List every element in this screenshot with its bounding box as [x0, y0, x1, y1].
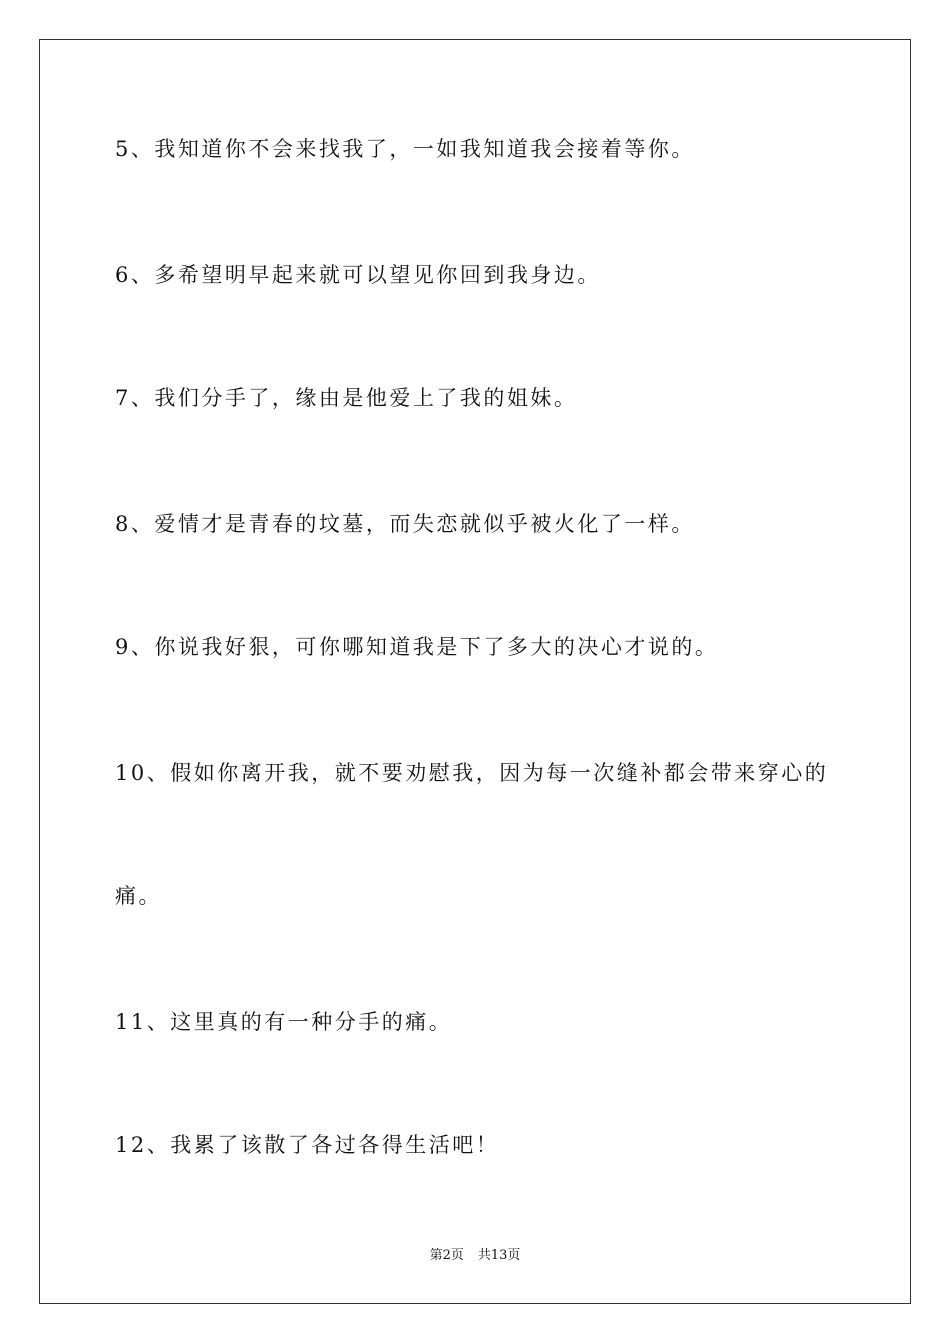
text-line: 7、我们分手了，缘由是他爱上了我的姐妹。	[115, 386, 578, 410]
page-footer	[0, 1249, 950, 1262]
text-line: 6、多希望明早起来就可以望见你回到我身边。	[115, 263, 601, 287]
total-pages: 共13页	[477, 1248, 521, 1263]
text-line: 11、这里真的有一种分手的痛。	[115, 1010, 453, 1034]
text-line: 10、假如你离开我，就不要劝慰我，因为每一次缝补都会带来穿心的	[115, 761, 829, 785]
page-border	[39, 39, 911, 1304]
text-line: 痛。	[115, 884, 162, 908]
text-line: 9、你说我好狠，可你哪知道我是下了多大的决心才说的。	[115, 635, 719, 659]
text-line: 12、我累了该散了各过各得生活吧！	[115, 1133, 500, 1157]
text-line: 8、爱情才是青春的坟墓，而失恋就似乎被火化了一样。	[115, 512, 695, 536]
text-line: 5、我知道你不会来找我了，一如我知道我会接着等你。	[115, 137, 695, 161]
page-number: 第2页	[429, 1248, 464, 1263]
